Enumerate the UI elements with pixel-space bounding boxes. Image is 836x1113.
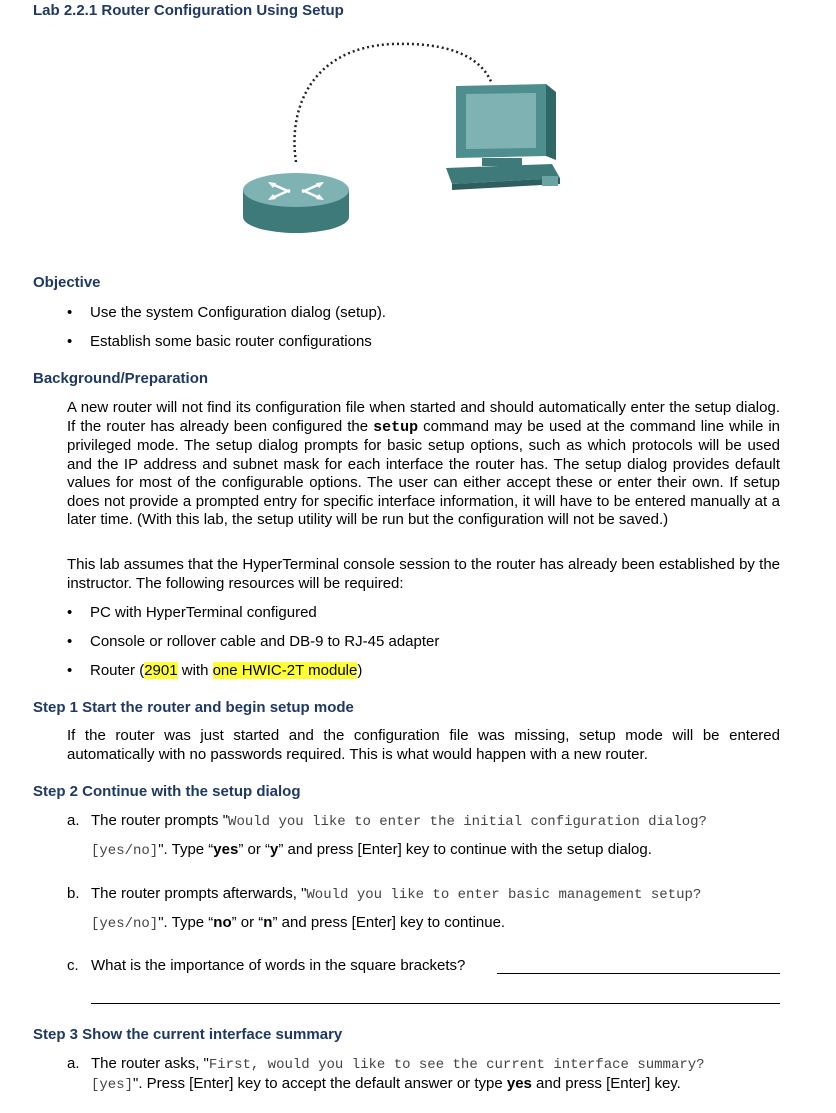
step2-heading: Step 2 Continue with the setup dialog xyxy=(33,783,301,800)
answer-line[interactable] xyxy=(91,1003,780,1004)
step3-a-cont: [yes]". Press [Enter] key to accept the default answer or type yes and press [Enter] key. xyxy=(91,1075,681,1093)
step1-heading: Step 1 Start the router and begin setup mode xyxy=(33,699,354,716)
lab-title: Lab 2.2.1 Router Configuration Using Setup xyxy=(33,2,344,19)
router-icon xyxy=(243,173,349,233)
background-heading: Background/Preparation xyxy=(33,370,209,387)
step2-b-cont: [yes/no]". Type “no” or “n” and press [Enter] key to continue. xyxy=(91,914,506,932)
resource-item: • PC with HyperTerminal configured xyxy=(67,604,317,621)
objective-item: • Use the system Configuration dialog (setup). xyxy=(67,304,386,321)
objective-heading: Objective xyxy=(33,274,101,291)
step2-c: c. What is the importance of words in the square brackets? xyxy=(67,957,466,974)
background-paragraph-1: A new router will not find its configuration file when started and should automatically enter the setup dialog. If the router has already been configured the setup command may be used at the command line while in privileged mode. The setup dialog prompts for basic setup options, such as which protocols will be used and the IP address and subnet mask for each interface the router has. The setup dialog provides default values for most of the configurable options. The user can either accept these or enter their own. If setup does not provide a prompted entry for specific interface information, it will have to be entered manually at a later time. (With this lab, the setup utility will be run but the configuration will not be saved.) xyxy=(67,399,780,528)
step3-a: a. The router asks, "First, would you like to see the current interface summary? xyxy=(67,1055,705,1073)
topology-diagram xyxy=(0,0,836,280)
step1-text: If the router was just started and the configuration file was missing, setup mode will be entered automatically with no passwords required. This is what would happen with a new router. xyxy=(67,727,780,763)
resource-item: • Router (2901 with one HWIC-2T module) xyxy=(67,662,363,679)
step2-b: b. The router prompts afterwards, "Would you like to enter basic management setup? xyxy=(67,885,702,903)
step2-a-cont: [yes/no]". Type “yes” or “y” and press [Enter] key to continue with the setup dialog. xyxy=(91,841,652,859)
answer-line[interactable] xyxy=(497,973,780,974)
step2-a: a. The router prompts "Would you like to enter the initial configuration dialog? xyxy=(67,812,707,830)
module-highlight: one HWIC-2T module xyxy=(212,662,358,679)
resource-item: • Console or rollover cable and DB-9 to RJ-45 adapter xyxy=(67,633,440,650)
router-model-highlight: 2901 xyxy=(144,662,178,679)
pc-icon xyxy=(446,84,560,190)
objective-item: • Establish some basic router configurations xyxy=(67,333,372,350)
background-paragraph-2: This lab assumes that the HyperTerminal console session to the router has already been established by the instructor. The following resources will be required: xyxy=(67,556,780,592)
step3-heading: Step 3 Show the current interface summary xyxy=(33,1026,343,1043)
